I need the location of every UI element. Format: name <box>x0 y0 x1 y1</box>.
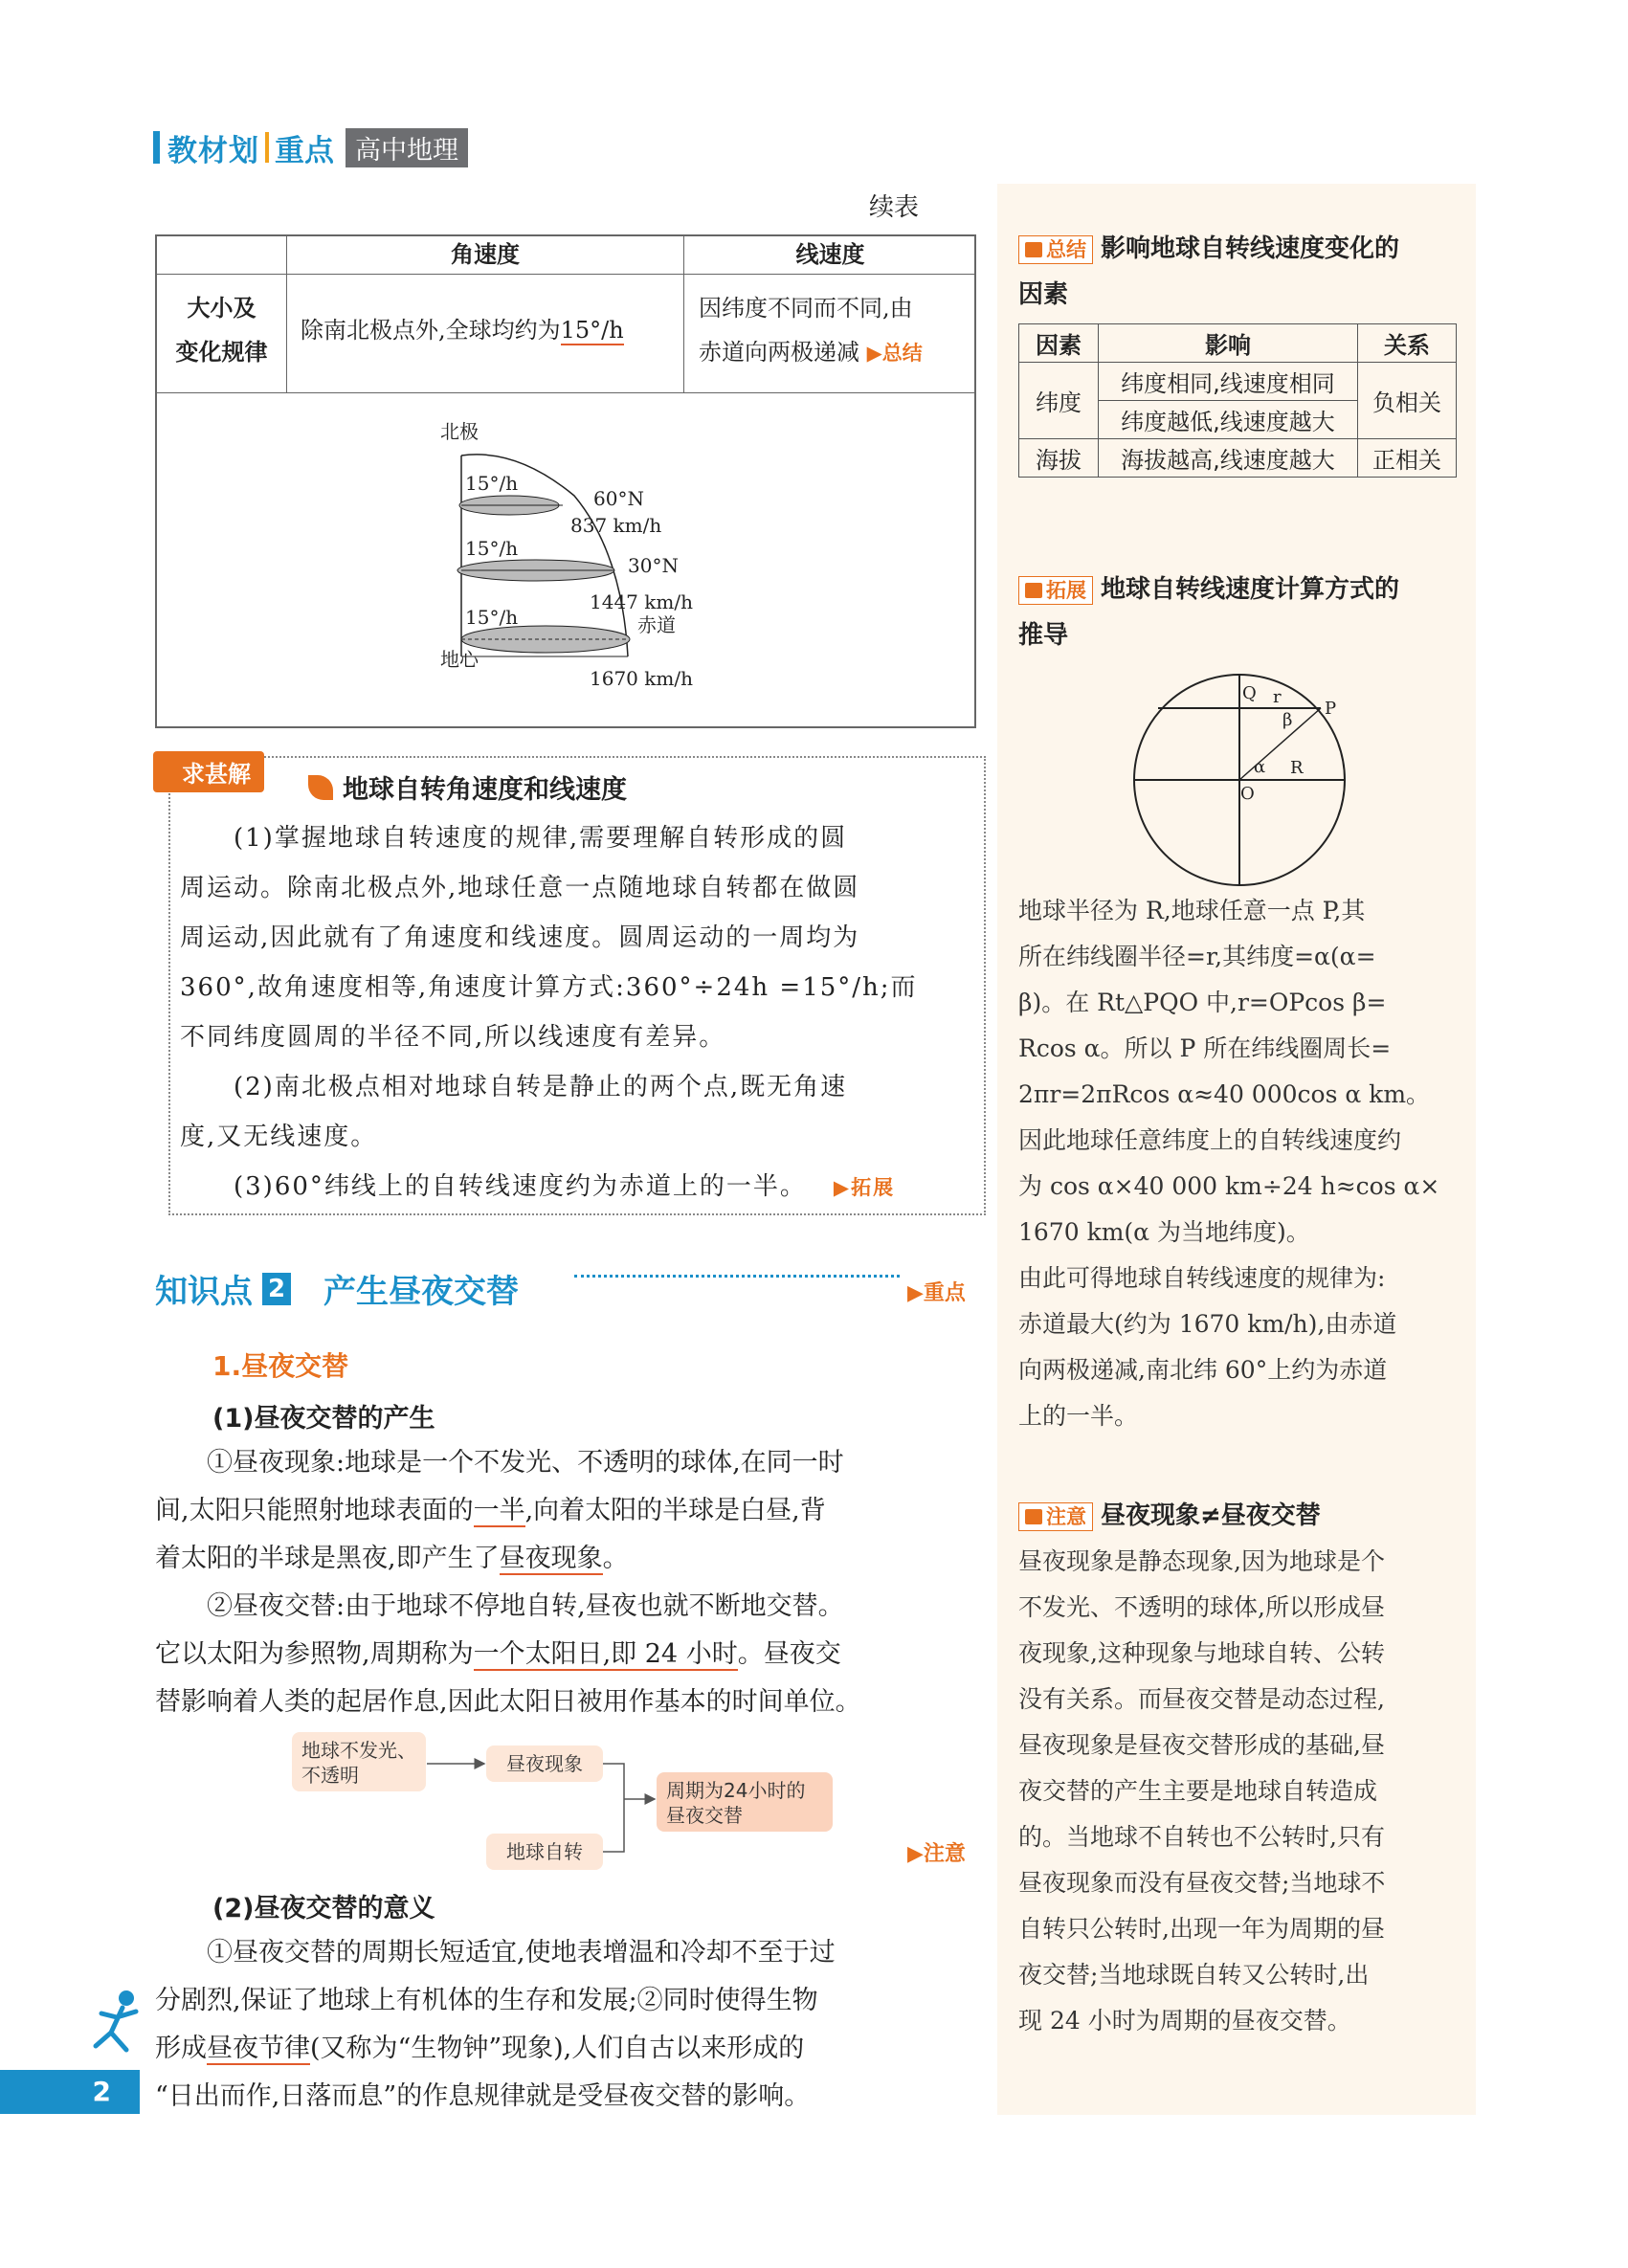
subject-label: 高中地理 <box>346 128 468 167</box>
flow-box-daynight: 昼夜现象 <box>486 1745 603 1782</box>
linear-cell: 因纬度不同而不同,由 赤道向两极递减 ▶总结 <box>699 295 923 366</box>
section-heading: 1.昼夜交替 <box>212 1350 349 1382</box>
factor-table: 因素 影响 关系 纬度 纬度相同,线速度相同 负相关 纬度越低,线速度越大 海拔 海拔越高,线速度越大 正相关 <box>1018 323 1457 478</box>
col-linear: 线速度 <box>795 241 865 268</box>
svg-text:Q: Q <box>1242 683 1257 703</box>
diagram-v30: 1447 km/h <box>590 590 693 613</box>
angular-cell: 除南北极点外,全球均约为15°/h <box>301 317 624 344</box>
flow-box-alternation: 周期为24小时的 昼夜交替 <box>657 1772 833 1832</box>
deep-explain-tag: 求甚解 <box>153 751 264 792</box>
diagram-lat60: 60°N <box>593 487 644 510</box>
rotation-speed-diagram <box>402 410 727 706</box>
subheading-meaning: (2)昼夜交替的意义 <box>212 1894 435 1923</box>
note-label: 注意 <box>1018 1502 1093 1531</box>
continued-label: 续表 <box>869 193 920 222</box>
summary-icon <box>1025 242 1042 257</box>
diagram-center: 地心 <box>440 648 479 671</box>
flow-arrows <box>421 1742 660 1876</box>
extension-body: 地球半径为 R,地球任意一点 P,其 所在纬线圈半径=r,其纬度=α(α= β)。在 Rt△PQO 中,r=OPcos β= Rcos α。所以 P 所在纬线圈周长= 2πr=2πRcos α≈40 000cos α km。 因此地球任意纬度上的自转线速度约 为 cos α×40 000 km÷24 h≈cos α× 1670 km(α 为当地纬度)。 由此可得地球自转线速度的规律为: 赤道最大(约为 1670 km/h),由赤道 向两极递减,南北纬 60°上约为赤道 上的一半。 <box>1018 897 1440 1430</box>
brand-separator <box>265 132 269 163</box>
summary-label: 总结 <box>1018 235 1093 264</box>
extension-icon <box>1025 583 1042 598</box>
page-header <box>153 130 468 168</box>
col-angular: 角速度 <box>451 241 520 268</box>
diagram-lat30: 30°N <box>628 554 679 577</box>
svg-text:β: β <box>1282 710 1293 730</box>
flow-box-opaque: 地球不发光、 不透明 <box>292 1732 426 1791</box>
subheading-origin: (1)昼夜交替的产生 <box>212 1404 435 1434</box>
diagram-v60: 837 km/h <box>570 514 662 537</box>
knowledge-point-heading: 知识点 2 产生昼夜交替 <box>155 1273 519 1311</box>
extension-label: 拓展 <box>1018 576 1093 605</box>
diagram-w1: 15°/h <box>465 472 519 495</box>
row-label: 大小及 变化规律 <box>175 295 268 366</box>
svg-text:P: P <box>1325 699 1337 719</box>
svg-text:O: O <box>1240 784 1255 804</box>
summary-section: 总结 影响地球自转线速度变化的 因素 因素 影响 关系 纬度 纬度相同,线速度相同 负相关 纬度越低,线速度越大 海拔 海拔越高,线速度越大 正相关 <box>1018 226 1468 478</box>
heading-dots <box>574 1275 900 1278</box>
summary-tag: ▶总结 <box>866 341 923 365</box>
diagram-w2: 15°/h <box>465 537 519 560</box>
extension-tag: ▶拓展 <box>833 1175 896 1199</box>
note-icon <box>1025 1509 1042 1524</box>
latitude-circle-diagram <box>1129 670 1359 890</box>
header-bar <box>153 131 160 164</box>
deep-explain-body: (1)掌握地球自转速度的规律,需要理解自转形成的圆 周运动。除南北极点外,地球任意一点随地球自转都在做圆 周运动,因此就有了角速度和线速度。圆周运动的一周均为 360°,故角速度相等,角速度计算方式:360°÷24h =15°/h;而 不同纬度圆周的半径不同,所以线速度有差异。 (2)南北极点相对地球自转是静止的两个点,既无角速 度,又无线速度。 (3)60°纬线上的自转线速度约为赤道上的一半。 ▶拓展 <box>180 824 918 1201</box>
page-number: 2 <box>0 2070 140 2114</box>
origin-body: ①昼夜现象:地球是一个不发光、不透明的球体,在同一时 间,太阳只能照射地球表面的一半,向着太阳的半球是白昼,背 着太阳的半球是黑夜,即产生了昼夜现象。 ②昼夜交替:由于地球不停地自转,昼夜也就不断地交替。 它以太阳为参照物,周期称为一个太阳日,即 24 小时。昼夜交 替影响着人类的起居作息,因此太阳日被用作基本的时间单位。 <box>155 1448 861 1717</box>
svg-text:R: R <box>1290 758 1304 778</box>
leaf-icon <box>308 775 333 800</box>
note-section: 注意 昼夜现象≠昼夜交替 昼夜现象是静态现象,因为地球是个 不发光、不透明的球体,所以形成昼 夜现象,这种现象与地球自转、公转 没有关系。而昼夜交替是动态过程, 昼夜现象是昼夜交替形成的基础,昼 夜交替的产生主要是地球自转造成 的。当地球不自转也不公转时,只有 昼夜现象而没有昼夜交替;当地球不 自转只公转时,出现一年为周期的昼 夜交替;当地球既自转又公转时,出 现 24 小时为周期的昼夜交替。 <box>1018 1501 1386 2035</box>
meaning-body: ①昼夜交替的周期长短适宜,使地表增温和冷却不至于过 分剧烈,保证了地球上有机体的生存和发展;②同时使得生物 形成昼夜节律(又称为“生物钟”现象),人们自古以来形成的 “日出而作,日落而息”的作息规律就是受昼夜交替的影响。 <box>155 1938 836 2111</box>
note-tag: ▶注意 <box>907 1842 966 1866</box>
svg-text:r: r <box>1273 687 1282 707</box>
brand-a: 教材划 <box>167 133 259 168</box>
svg-text:α: α <box>1254 757 1266 777</box>
key-tag: ▶重点 <box>907 1281 966 1305</box>
diagram-v0: 1670 km/h <box>590 667 693 690</box>
extension-section: 拓展 地球自转线速度计算方式的 推导 <box>1018 575 1400 650</box>
brand-b: 重点 <box>275 133 334 168</box>
diagram-north-pole: 北极 <box>440 420 479 443</box>
flow-box-rotation: 地球自转 <box>486 1834 603 1870</box>
runner-icon <box>88 1989 149 2063</box>
diagram-w3: 15°/h <box>465 606 519 629</box>
deep-explain-title: 地球自转角速度和线速度 <box>308 768 627 806</box>
diagram-equator: 赤道 <box>637 613 676 636</box>
